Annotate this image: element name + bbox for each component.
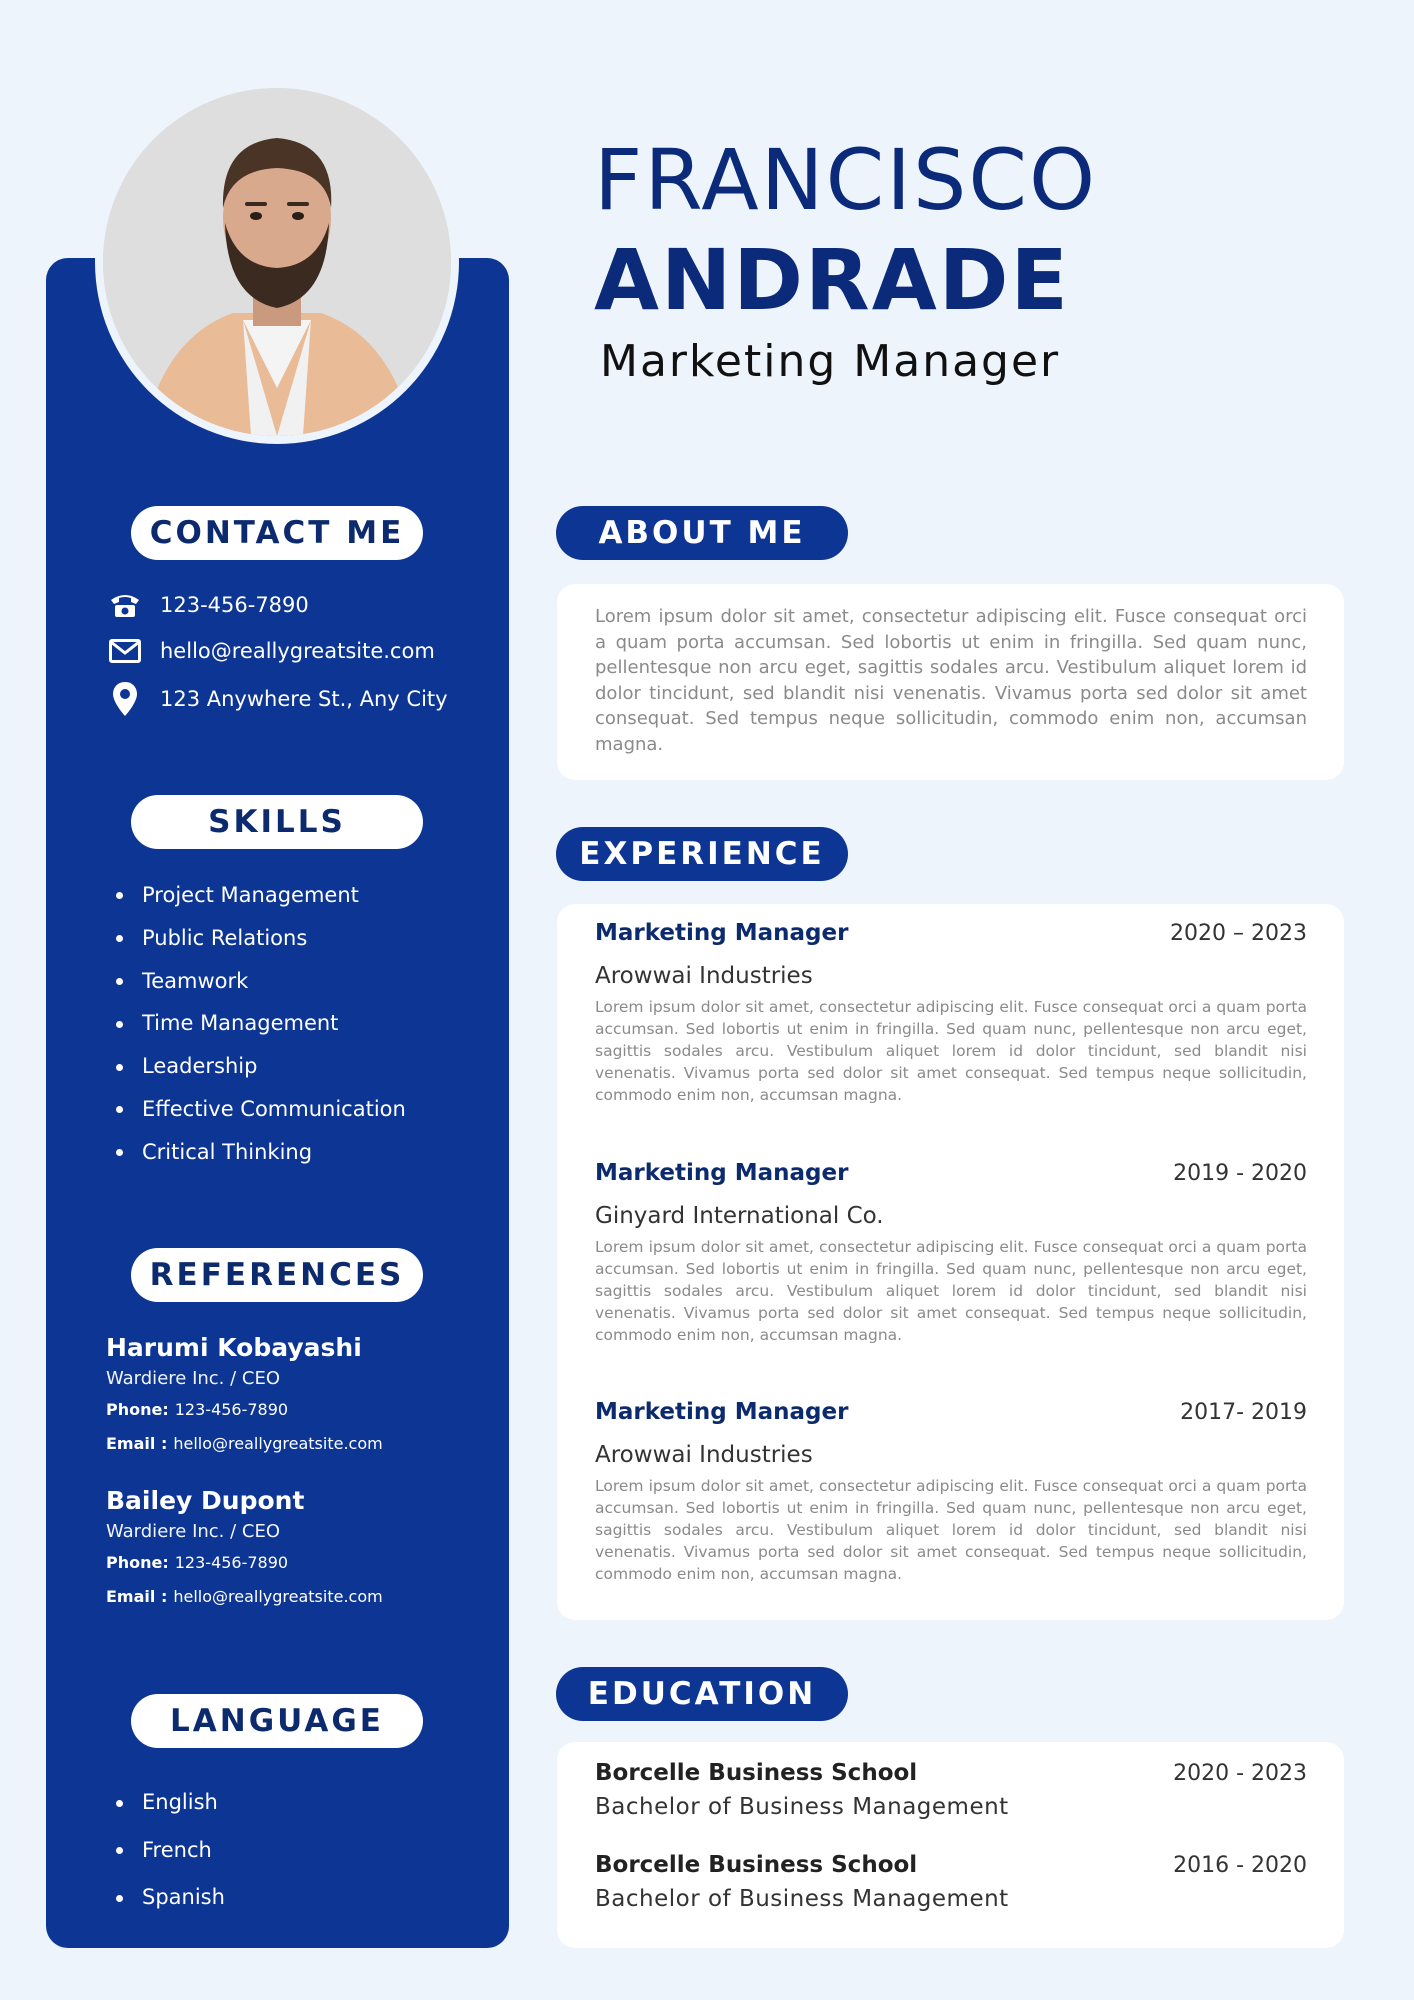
reference-phone (106, 1393, 383, 1427)
experience-years: 2017- 2019 (1180, 1400, 1307, 1425)
reference-email-value[interactable]: hello@reallygreatsite.com (173, 1587, 383, 1606)
reference-phone-value[interactable]: 123-456-7890 (174, 1400, 289, 1419)
experience-years: 2019 - 2020 (1173, 1161, 1307, 1186)
skill-item: Teamwork (108, 960, 406, 1003)
contact-address-text: 123 Anywhere St., Any City (160, 687, 448, 711)
education-degree: Bachelor of Business Management (595, 1794, 1009, 1820)
education-item-1 (595, 1760, 1307, 1820)
experience-role: Marketing Manager (595, 920, 849, 946)
about-heading (556, 506, 848, 560)
skill-item: Leadership (108, 1045, 406, 1088)
skills-list (108, 874, 406, 1174)
reference-company: Wardiere Inc. / CEO (106, 1368, 281, 1389)
reference-email-value[interactable]: hello@reallygreatsite.com (173, 1434, 383, 1453)
references-heading-text: REFERENCES (149, 1257, 405, 1293)
email-label: Email : (106, 1587, 168, 1606)
experience-company: Ginyard International Co. (595, 1203, 884, 1229)
experience-role: Marketing Manager (595, 1160, 849, 1186)
skill-item: Critical Thinking (108, 1131, 406, 1174)
experience-role: Marketing Manager (595, 1399, 849, 1425)
contact-heading (131, 506, 423, 560)
language-item: Spanish (108, 1874, 225, 1922)
language-heading (131, 1694, 423, 1748)
phone-label: Phone: (106, 1553, 169, 1572)
about-card (557, 584, 1344, 780)
mail-icon (108, 634, 142, 668)
last-name: ANDRADE (594, 231, 1070, 329)
reference-1 (106, 1331, 383, 1461)
contact-phone-text[interactable]: 123-456-7890 (160, 593, 309, 617)
about-heading-text: ABOUT ME (598, 515, 806, 551)
language-heading-text: LANGUAGE (170, 1703, 384, 1739)
first-name: FRANCISCO (594, 131, 1098, 229)
language-item: English (108, 1779, 225, 1827)
experience-heading-text: EXPERIENCE (579, 836, 825, 872)
skills-heading-text: SKILLS (208, 804, 346, 840)
experience-company: Arowwai Industries (595, 1442, 813, 1468)
experience-item-2 (595, 1160, 1307, 1346)
reference-company: Wardiere Inc. / CEO (106, 1521, 281, 1542)
reference-2 (106, 1484, 383, 1614)
education-school: Borcelle Business School (595, 1760, 918, 1786)
profile-photo (95, 80, 459, 444)
language-item: French (108, 1827, 225, 1875)
location-pin-icon (108, 682, 142, 716)
reference-email (106, 1427, 383, 1461)
skills-heading (131, 795, 423, 849)
phone-label: Phone: (106, 1400, 169, 1419)
experience-description: Lorem ipsum dolor sit amet, consectetur adipiscing elit. Fusce consequat orci a quam porta accumsan. Sed lobortis ut enim in fringilla. Sed quam nunc, pellentesque non arcu eget, sagittis sodales arcu. Vestibulum aliquet lorem id dolor tincidunt, sed blandit nisi venenatis. Vivamus porta sed dolor sit amet consequat. Sed tempus neque sollicitudin, commodo enim non, accumsan magna. (595, 1238, 1307, 1344)
language-list (108, 1779, 225, 1922)
skill-item: Public Relations (108, 917, 406, 960)
references-heading (131, 1248, 423, 1302)
email-label: Email : (106, 1434, 168, 1453)
experience-card (557, 904, 1344, 1620)
contact-email-text[interactable]: hello@reallygreatsite.com (160, 639, 435, 663)
reference-name: Harumi Kobayashi (106, 1333, 362, 1362)
contact-phone (108, 588, 309, 622)
reference-name: Bailey Dupont (106, 1486, 305, 1515)
experience-description: Lorem ipsum dolor sit amet, consectetur adipiscing elit. Fusce consequat orci a quam porta accumsan. Sed lobortis ut enim in fringilla. Sed quam nunc, pellentesque non arcu eget, sagittis sodales arcu. Vestibulum aliquet lorem id dolor tincidunt, sed blandit nisi venenatis. Vivamus porta sed dolor sit amet consequat. Sed tempus neque sollicitudin, commodo enim non, accumsan magna. (595, 998, 1307, 1104)
experience-years: 2020 – 2023 (1170, 921, 1307, 946)
contact-email (108, 634, 435, 668)
experience-heading (556, 827, 848, 881)
experience-item-3 (595, 1399, 1307, 1585)
contact-address (108, 682, 448, 716)
skill-item: Project Management (108, 874, 406, 917)
education-school: Borcelle Business School (595, 1852, 918, 1878)
skill-item: Time Management (108, 1002, 406, 1045)
job-title: Marketing Manager (600, 336, 1061, 387)
about-text: Lorem ipsum dolor sit amet, consectetur adipiscing elit. Fusce consequat orci a quam porta accumsan. Sed lobortis ut enim in fringilla. Sed quam nunc, pellentesque non arcu eget, sagittis sodales arcu. Vestibulum aliquet lorem id dolor tincidunt, sed blandit nisi venenatis. Vivamus porta sed dolor sit amet consequat. Sed tempus neque sollicitudin, commodo enim non, accumsan magna. (595, 606, 1307, 755)
education-item-2 (595, 1852, 1307, 1912)
phone-icon (108, 588, 142, 622)
education-years: 2016 - 2020 (1173, 1853, 1307, 1878)
education-years: 2020 - 2023 (1173, 1761, 1307, 1786)
skill-item: Effective Communication (108, 1088, 406, 1131)
reference-phone-value[interactable]: 123-456-7890 (174, 1553, 289, 1572)
education-degree: Bachelor of Business Management (595, 1886, 1009, 1912)
experience-description: Lorem ipsum dolor sit amet, consectetur adipiscing elit. Fusce consequat orci a quam porta accumsan. Sed lobortis ut enim in fringilla. Sed quam nunc, pellentesque non arcu eget, sagittis sodales arcu. Vestibulum aliquet lorem id dolor tincidunt, sed blandit nisi venenatis. Vivamus porta sed dolor sit amet consequat. Sed tempus neque sollicitudin, commodo enim non, accumsan magna. (595, 1477, 1307, 1583)
experience-company: Arowwai Industries (595, 963, 813, 989)
experience-item-1 (595, 920, 1307, 1106)
education-heading (556, 1667, 848, 1721)
education-card (557, 1742, 1344, 1948)
reference-phone (106, 1546, 383, 1580)
person-portrait-icon (103, 88, 451, 436)
reference-email (106, 1580, 383, 1614)
contact-heading-text: CONTACT ME (149, 515, 405, 551)
education-heading-text: EDUCATION (587, 1676, 817, 1712)
